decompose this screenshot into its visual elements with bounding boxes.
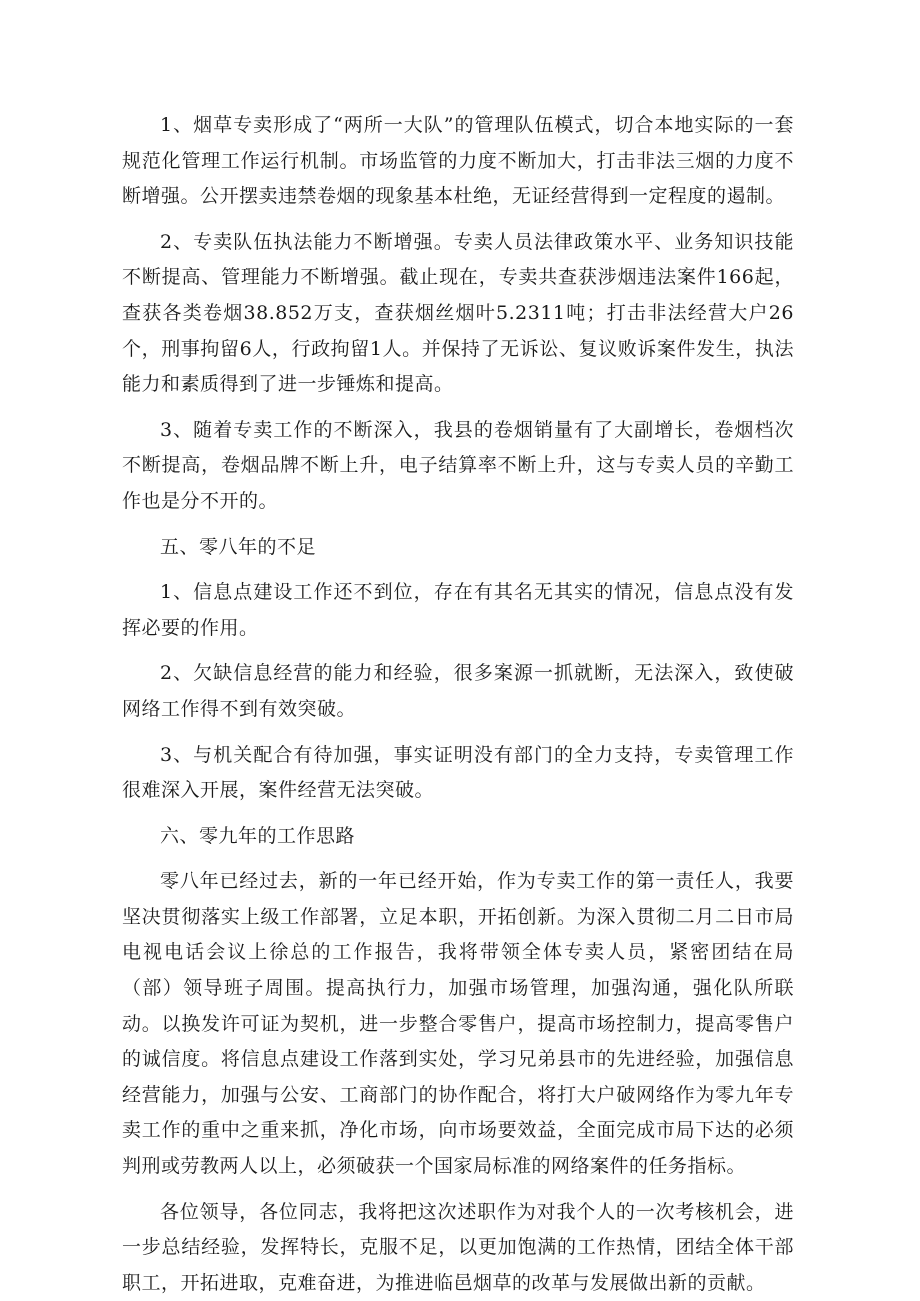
paragraph-achievement-1: 1、烟草专卖形成了“两所一大队”的管理队伍模式，切合本地实际的一套规范化管理工作运行机制。市场监管的力度不断加大，打击非法三烟的力度不断增强。公开摆卖违禁卷烟的现象基本杜绝，无证经营得到一定程度的遏制。 bbox=[122, 114, 794, 208]
document-body bbox=[122, 108, 794, 1301]
paragraph-achievement-2: 2、专卖队伍执法能力不断增强。专卖人员法律政策水平、业务知识技能不断提高、管理能力不断增强。截止现在，专卖共查获涉烟违法案件166起，查获各类卷烟38.852万支，查获烟丝烟叶5.2311吨；打击非法经营大户26个，刑事拘留6人，行政拘留1人。并保持了无诉讼、复议败诉案件发生，执法能力和素质得到了进一步锤炼和提高。 bbox=[122, 230, 794, 396]
paragraph-shortcoming-2: 2、欠缺信息经营的能力和经验，很多案源一抓就断，无法深入，致使破网络工作得不到有效突破。 bbox=[122, 662, 794, 720]
paragraph-shortcoming-3: 3、与机关配合有待加强，事实证明没有部门的全力支持，专卖管理工作很难深入开展，案件经营无法突破。 bbox=[122, 743, 794, 802]
paragraph-achievement-3: 3、随着专卖工作的不断深入，我县的卷烟销量有了大副增长，卷烟档次不断提高，卷烟品牌不断上升，电子结算率不断上升，这与专卖人员的辛勤工作也是分不开的。 bbox=[122, 418, 794, 512]
paragraph-closing: 各位领导，各位同志，我将把这次述职作为对我个人的一次考核机会，进一步总结经验，发挥特长，克服不足，以更加饱满的工作热情，团结全体干部职工，开拓进取，克难奋进，为推进临邑烟草的改革与发展做出新的贡献。 bbox=[122, 1200, 794, 1294]
section-heading-shortcomings: 五、零八年的不足 bbox=[160, 535, 317, 558]
paragraph-shortcoming-1: 1、信息点建设工作还不到位，存在有其名无其实的情况，信息点没有发挥必要的作用。 bbox=[122, 581, 794, 639]
paragraph-work-plan: 零八年已经过去，新的一年已经开始，作为专卖工作的第一责任人，我要坚决贯彻落实上级工作部署，立足本职，开拓创新。为深入贯彻二月二日市局电视电话会议上徐总的工作报告，我将带领全体专卖人员，紧密团结在局（部）领导班子周围。提高执行力，加强市场管理，加强沟通，强化队所联动。以换发许可证为契机，进一步整合零售户，提高市场控制力，提高零售户的诚信度。将信息点建设工作落到实处，学习兄弟县市的先进经验，加强信息经营能力，加强与公安、工商部门的协作配合，将打大户破网络作为零九年专卖工作的重中之重来抓，净化市场，向市场要效益，全面完成市局下达的必须判刑或劳教两人以上，必须破获一个国家局标准的网络案件的任务指标。 bbox=[122, 870, 794, 1178]
section-heading-work-plan: 六、零九年的工作思路 bbox=[160, 824, 356, 847]
